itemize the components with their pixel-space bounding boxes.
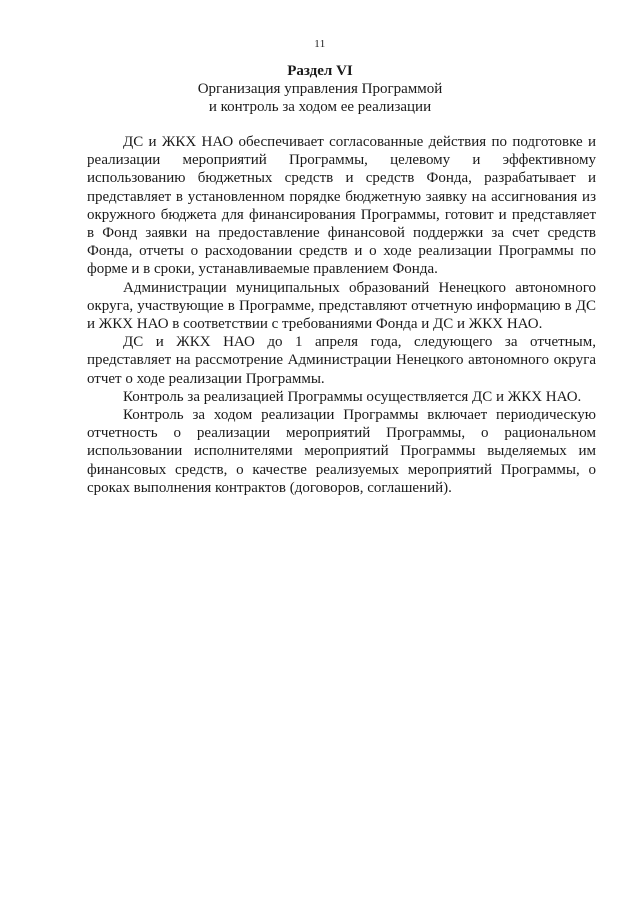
paragraph: ДС и ЖКХ НАО до 1 апреля года, следующего за отчетным, представляет на рассмотрение Администрации Ненецкого автономного округа отчет о ходе реализации Программы. (87, 334, 596, 387)
section-title: Раздел VI (287, 63, 353, 79)
section-subtitle-line-1: Организация управления Программой (197, 81, 443, 97)
section-header (0, 62, 640, 116)
section-subtitle-line-2: и контроль за ходом ее реализации (208, 99, 432, 115)
paragraph: Контроль за ходом реализации Программы включает периодическую отчетность о реализации мероприятий Программы, о рациональном использовании исполнителями мероприятий Программы выделяемых им финансовых средств, о качестве реализуемых мероприятий Программы, о сроках выполнения контрактов (договоров, соглашений). (87, 407, 596, 496)
paragraph: ДС и ЖКХ НАО обеспечивает согласованные действия по подготовке и реализации мероприятий Программы, целевому и эффективному использованию бюджетных средств и средств Фонда, разрабатывает и представляет в установленном порядке бюджетную заявку на ассигнования из окружного бюджета для финансирования Программы, готовит и представляет в Фонд заявки на предоставление финансовой поддержки за счет средств Фонда, отчеты о расходовании средств и о ходе реализации Программы по форме и в сроки, устанавливаемые правлением Фонда. (87, 134, 596, 278)
body-text (87, 133, 596, 497)
paragraph: Контроль за реализацией Программы осуществляется ДС и ЖКХ НАО. (123, 388, 582, 405)
paragraph: Администрации муниципальных образований Ненецкого автономного округа, участвующие в Программе, представляют отчетную информацию в ДС и ЖКХ НАО в соответствии с требованиями Фонда и ДС и ЖКХ НАО. (87, 279, 596, 333)
page-number: 11 (314, 38, 326, 50)
